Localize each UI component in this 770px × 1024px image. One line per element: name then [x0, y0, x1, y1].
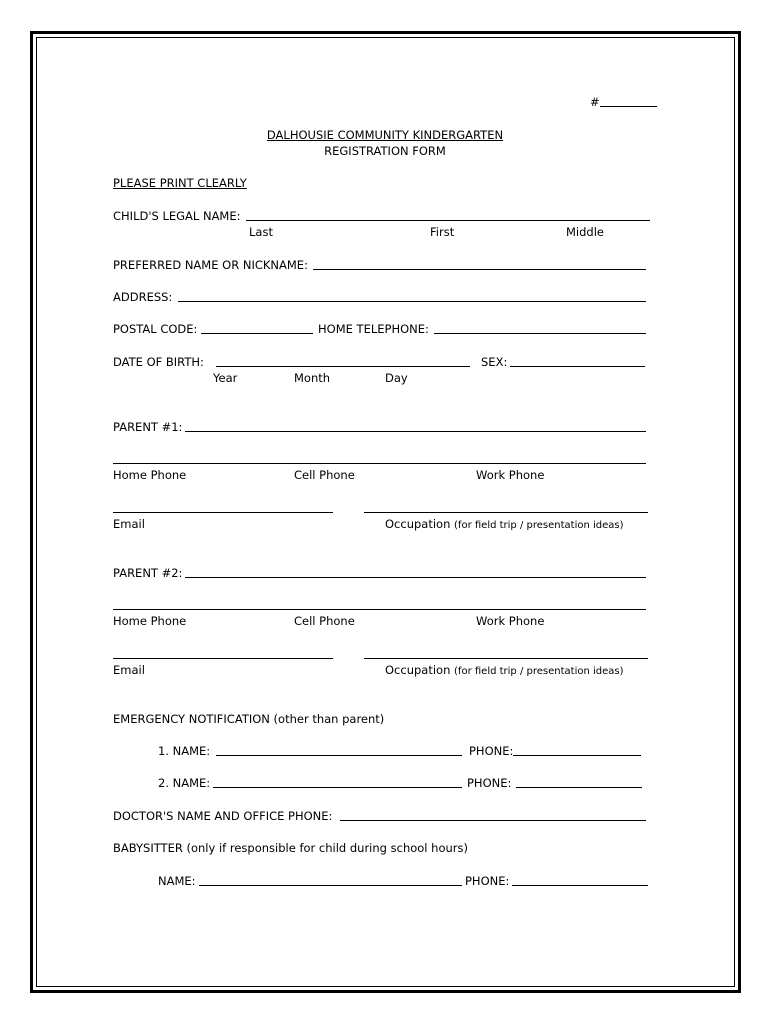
babysitter-name-label: NAME:: [158, 874, 196, 888]
parent2-cell-phone-label: Cell Phone: [294, 614, 355, 628]
sex-label: SEX:: [481, 355, 508, 369]
emergency1-phone-label: PHONE:: [469, 744, 514, 758]
name-part-first: First: [430, 225, 455, 239]
home-telephone-field[interactable]: [434, 333, 646, 334]
emergency2-phone-field[interactable]: [516, 787, 642, 788]
sex-field[interactable]: [510, 366, 645, 367]
parent1-occupation-field[interactable]: [364, 512, 648, 513]
dob-part-month: Month: [294, 371, 331, 385]
emergency2-name-field[interactable]: [213, 787, 462, 788]
emergency2-name-label: 2. NAME:: [158, 776, 211, 790]
parent1-occupation-label: Occupation (for field trip / presentation ideas): [385, 517, 624, 531]
parent1-name-field[interactable]: [185, 431, 646, 432]
babysitter-phone-label: PHONE:: [465, 874, 510, 888]
babysitter-heading: BABYSITTER (only if responsible for child during school hours): [113, 841, 468, 855]
parent2-work-phone-label: Work Phone: [476, 614, 545, 628]
parent2-email-label: Email: [113, 663, 145, 677]
parent2-home-phone-label: Home Phone: [113, 614, 187, 628]
legal-name-field[interactable]: [246, 220, 650, 221]
postal-code-field[interactable]: [201, 333, 313, 334]
babysitter-name-field[interactable]: [199, 885, 462, 886]
emergency2-phone-label: PHONE:: [467, 776, 512, 790]
form-number-field[interactable]: [600, 106, 657, 107]
preferred-name-label: PREFERRED NAME OR NICKNAME:: [113, 258, 308, 272]
parent2-name-field[interactable]: [185, 577, 646, 578]
parent1-label: PARENT #1:: [113, 420, 183, 434]
legal-name-label: CHILD'S LEGAL NAME:: [113, 209, 241, 223]
parent2-label: PARENT #2:: [113, 566, 183, 580]
parent2-email-field[interactable]: [113, 658, 333, 659]
form-title: DALHOUSIE COMMUNITY KINDERGARTEN: [266, 128, 504, 142]
emergency1-name-field[interactable]: [216, 755, 462, 756]
emergency1-phone-field[interactable]: [513, 755, 641, 756]
address-field[interactable]: [178, 301, 646, 302]
doctor-label: DOCTOR'S NAME AND OFFICE PHONE:: [113, 809, 333, 823]
parent2-occupation-field[interactable]: [364, 658, 648, 659]
babysitter-phone-field[interactable]: [512, 885, 648, 886]
dob-label: DATE OF BIRTH:: [113, 355, 204, 369]
parent1-phones-field[interactable]: [113, 463, 646, 464]
emergency-heading: EMERGENCY NOTIFICATION (other than parent): [113, 712, 385, 726]
form-number-label: #: [590, 95, 600, 109]
parent2-occupation-label: Occupation (for field trip / presentation ideas): [385, 663, 624, 677]
name-part-middle: Middle: [566, 225, 604, 239]
preferred-name-field[interactable]: [313, 269, 646, 270]
parent1-work-phone-label: Work Phone: [476, 468, 545, 482]
dob-part-day: Day: [385, 371, 408, 385]
postal-code-label: POSTAL CODE:: [113, 322, 198, 336]
parent1-email-field[interactable]: [113, 512, 333, 513]
parent1-email-label: Email: [113, 517, 145, 531]
form-subtitle: REGISTRATION FORM: [324, 144, 446, 158]
home-telephone-label: HOME TELEPHONE:: [318, 322, 429, 336]
doctor-field[interactable]: [340, 820, 646, 821]
name-part-last: Last: [249, 225, 273, 239]
parent1-home-phone-label: Home Phone: [113, 468, 187, 482]
dob-field[interactable]: [216, 366, 470, 367]
parent1-cell-phone-label: Cell Phone: [294, 468, 355, 482]
parent2-phones-field[interactable]: [113, 609, 646, 610]
print-clearly-instruction: PLEASE PRINT CLEARLY: [113, 176, 247, 190]
dob-part-year: Year: [213, 371, 238, 385]
emergency1-name-label: 1. NAME:: [158, 744, 211, 758]
address-label: ADDRESS:: [113, 290, 173, 304]
